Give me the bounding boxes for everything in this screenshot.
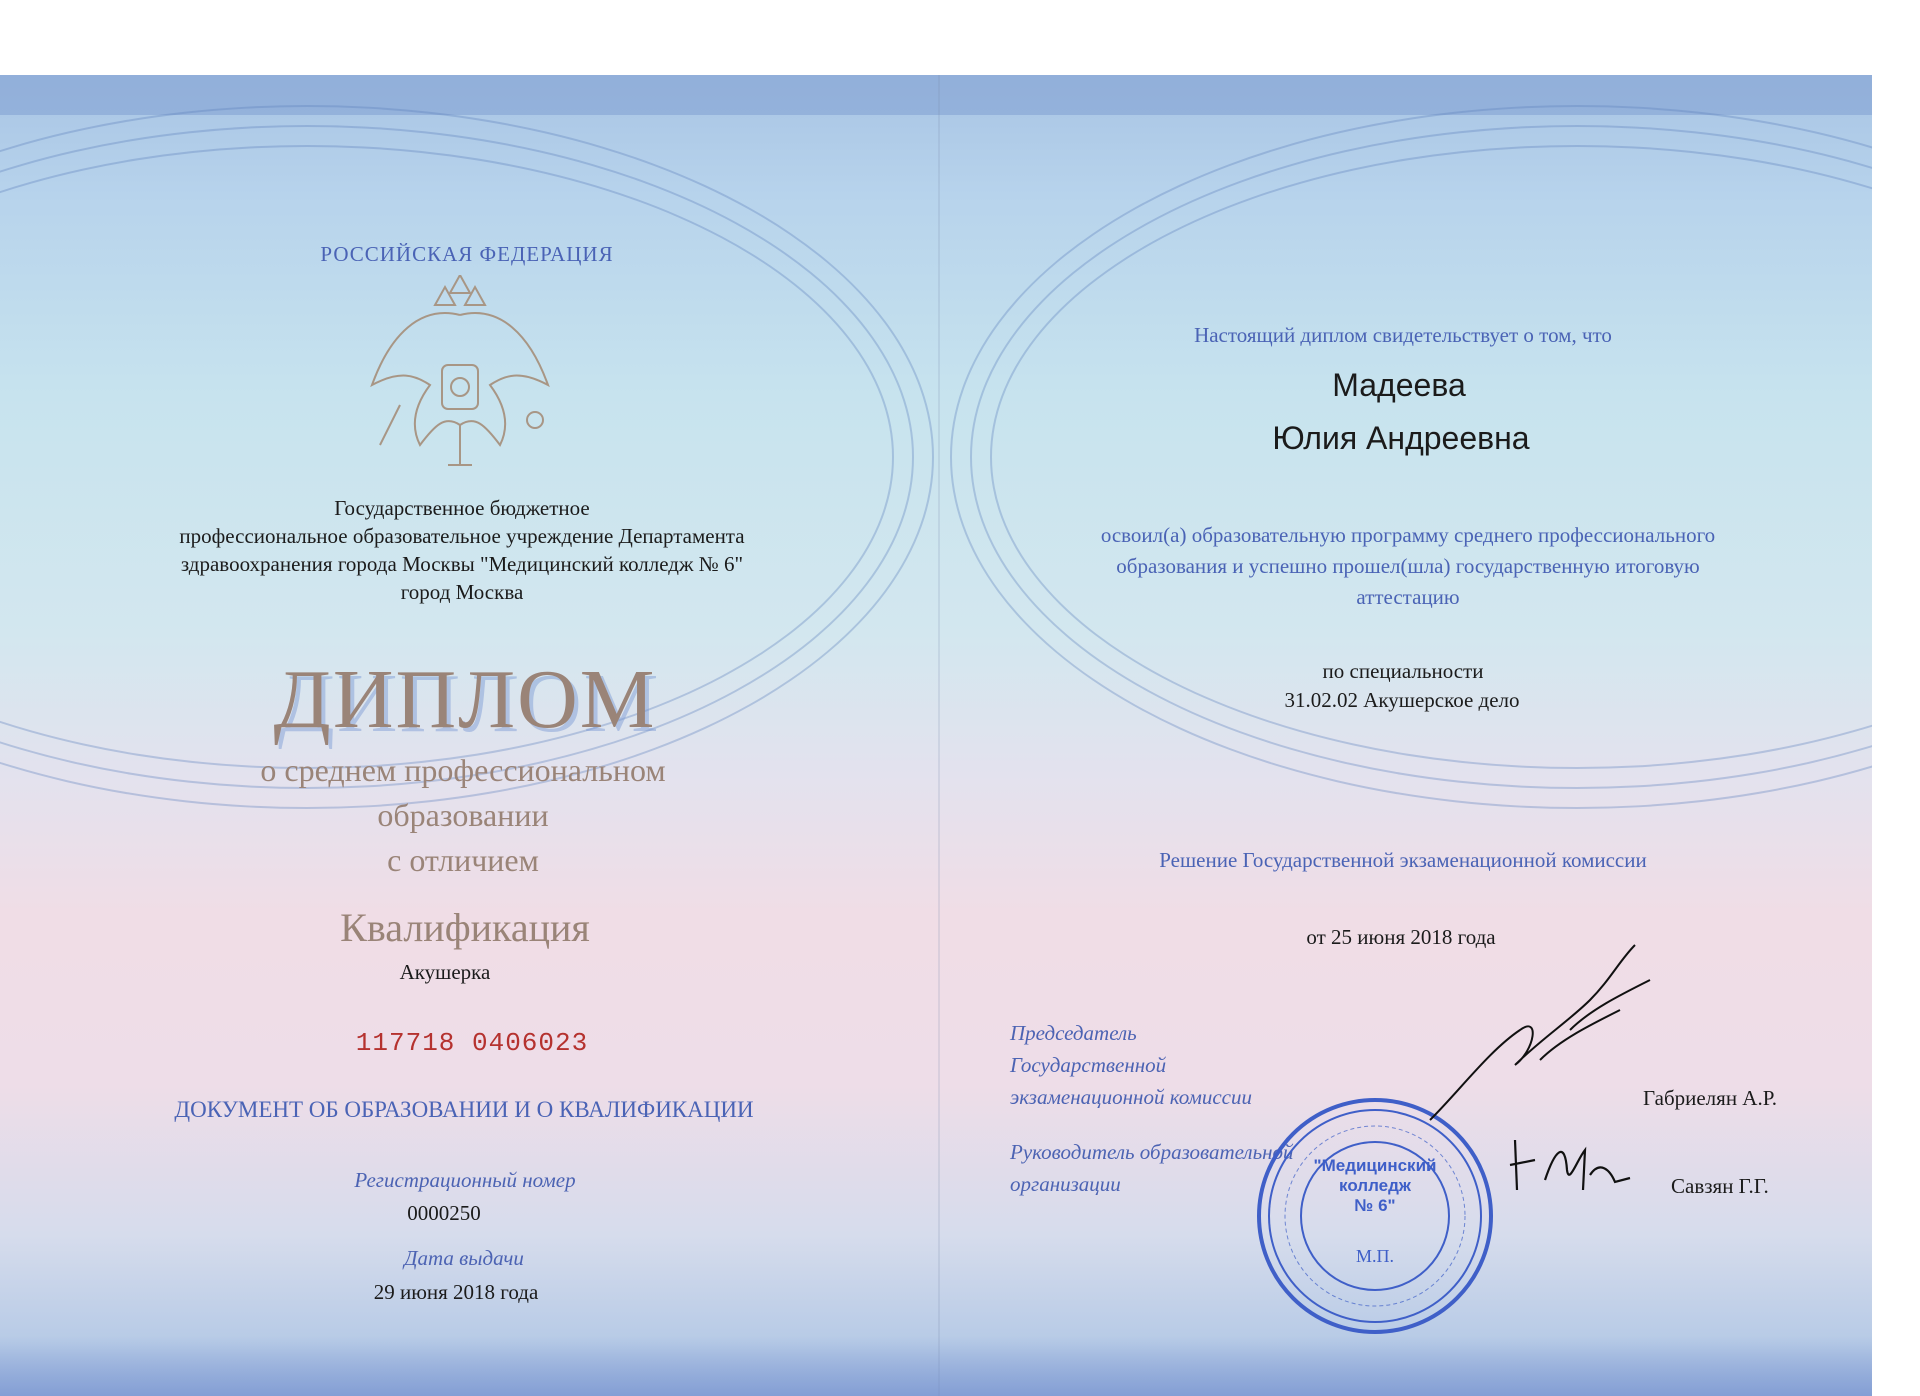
commission-decision: Решение Государственной экзаменационной комиссии [1159,848,1647,872]
institution-line: Государственное бюджетное [334,496,590,520]
russian-coat-of-arms-icon [360,275,560,475]
chair-label-line: Председатель [1010,1021,1137,1045]
statement-line: освоил(а) образовательную программу среднего профессионального [1100,523,1716,547]
stamp-center-line: колледж [1339,1176,1411,1195]
qualification-value: Акушерка [399,960,491,984]
chair-name: Габриелян А.Р. [1643,1086,1778,1110]
head-label-line: Руководитель образовательной [1010,1140,1294,1164]
registration-label: Регистрационный номер [354,1168,576,1192]
issue-date-value: 29 июня 2018 года [373,1280,539,1304]
specialty-value: 31.02.02 Акушерское дело [1284,688,1520,712]
stamp-mp: М.П. [1355,1246,1394,1266]
decision-date: от 25 июня 2018 года [1306,925,1496,949]
head-name: Савзян Г.Г. [1671,1174,1769,1198]
document-type: ДОКУМЕНТ ОБ ОБРАЗОВАНИИ И О КВАЛИФИКАЦИИ [174,1097,754,1122]
statement-line: аттестацию [1356,585,1460,609]
chair-label-line: Государственной [1010,1053,1167,1077]
document-title: ДИПЛОМ [273,653,657,746]
subtitle-line: образовании [377,797,549,833]
institution-line: здравоохранения города Москвы "Медицинский колледж № 6" [180,552,744,576]
stamp-center-line: "Медицинский [1313,1156,1437,1175]
head-signature [1505,1120,1635,1200]
intro-text: Настоящий диплом свидетельствует о том, что [1194,323,1612,347]
country-heading: РОССИЙСКАЯ ФЕДЕРАЦИЯ [320,242,614,266]
page-fold [938,75,940,1396]
institution-line: город Москва [400,580,524,604]
subtitle-line: о среднем профессиональном [260,752,666,788]
specialty-label: по специальности [1322,659,1484,683]
subtitle-line: с отличием [387,842,539,878]
serial-number: 117718 0406023 [355,1028,589,1058]
chair-signature [1420,940,1660,1130]
institution-line: профессиональное образовательное учреждение Департамента [179,524,745,548]
statement-line: образования и успешно прошел(шла) государственную итоговую [1116,554,1700,578]
graduate-given-names: Юлия Андреевна [1272,420,1530,456]
stamp-center-line: № 6" [1354,1196,1396,1215]
head-label-line: организации [1010,1172,1121,1196]
qualification-label: Квалификация [340,905,590,950]
bottom-ornament-band [0,1336,1872,1396]
stamp-ring-icon [1255,1096,1495,1336]
chair-label-line: экзаменационной комиссии [1010,1085,1252,1109]
institution-stamp [1255,1096,1495,1336]
graduate-surname: Мадеева [1332,367,1466,403]
issue-date-label: Дата выдачи [404,1246,524,1270]
registration-value: 0000250 [407,1201,481,1225]
